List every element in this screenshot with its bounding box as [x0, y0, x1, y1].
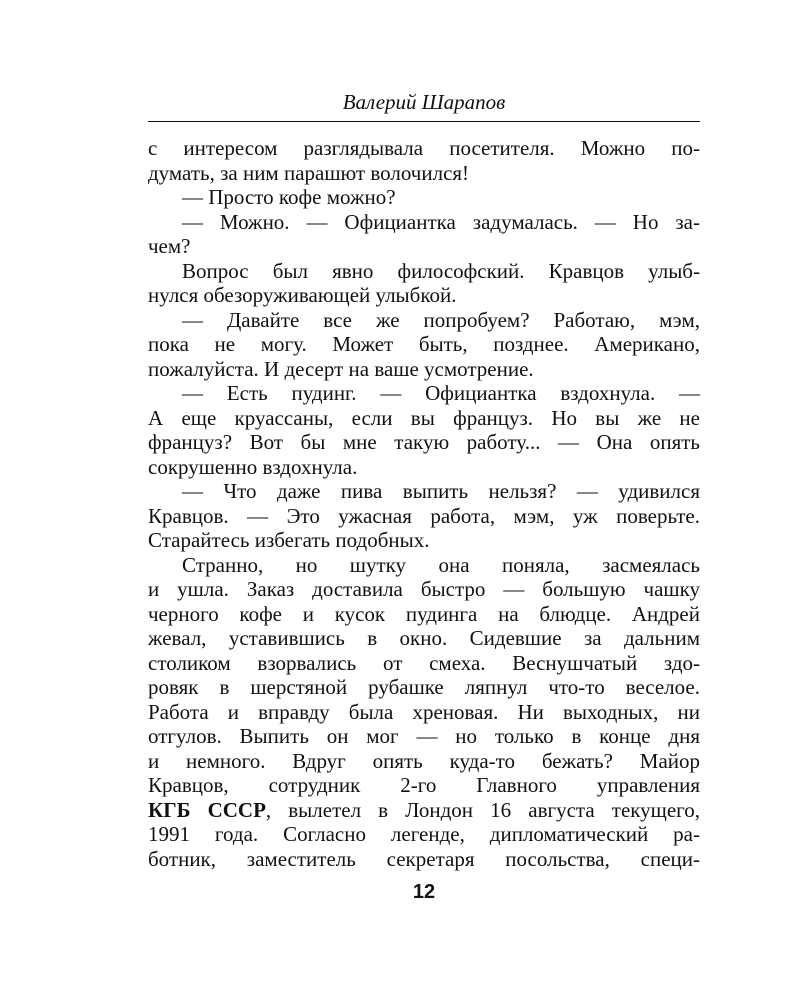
text-line: Старайтесь избегать подобных. [148, 528, 430, 552]
text-fragment: , вылетел в Лондон 16 августа текущего, [265, 797, 701, 822]
text-line: француз? Вот бы мне такую работу... — Она опять [148, 430, 700, 454]
text-line: пожалуйста. И десерт на ваше усмотрение. [148, 356, 534, 381]
body-text [148, 136, 700, 871]
text-line: отгулов. Выпить он мог — но только в конце дня [148, 724, 700, 748]
text-line: — Можно. — Официантка задумалась. — Но за- [182, 209, 700, 234]
text-line: Кравцов. — Это ужасная работа, мэм, уж поверьте. [148, 503, 700, 528]
header-rule [148, 121, 700, 122]
text-line: и ушла. Заказ доставила быстро — большую чашку [148, 577, 700, 601]
kgb-abbreviation: КГБ СССР [148, 797, 266, 822]
text-line: столиком взорвались от смеха. Веснушчатый здо- [148, 650, 700, 675]
text-line: — Давайте все же попробуем? Работаю, мэм, [182, 307, 700, 332]
text-line: Вопрос был явно философский. Кравцов улыб- [182, 258, 700, 283]
text-line: — Есть пудинг. — Официантка вздохнула. — [182, 381, 700, 405]
text-line: чем? [148, 234, 191, 258]
text-line: думать, за ним парашют волочился! [148, 160, 470, 185]
text-line: и немного. Вдруг опять куда-то бежать? Майор [148, 748, 700, 773]
text-line: Кравцов, сотрудник 2-го Главного управления [148, 773, 700, 797]
text-line: А еще круассаны, если вы француз. Но вы же не [148, 405, 700, 430]
text-line: Работа и вправду была хреновая. Ни выходных, ни [148, 699, 700, 724]
text-line-kgb [148, 798, 700, 823]
text-line: — Просто кофе можно? [182, 185, 396, 209]
text-line: ровяк в шерстяной рубашке ляпнул что-то веселое. [148, 675, 700, 699]
text-line: с интересом разглядывала посетителя. Можно по- [148, 136, 700, 160]
text-line: черного кофе и кусок пудинга на блюдце. Андрей [148, 601, 700, 626]
page-number: 12 [412, 881, 436, 903]
text-line: Странно, но шутку она поняла, засмеялась [182, 552, 700, 577]
running-header-author: Валерий Шарапов [342, 90, 506, 114]
text-line: — Что даже пива выпить нельзя? — удивился [182, 479, 700, 503]
text-line: нулся обезоруживающей улыбкой. [148, 283, 457, 307]
text-line: жевал, уставившись в окно. Сидевшие за дальним [148, 626, 700, 650]
text-line: ботник, заместитель секретаря посольства, специ- [148, 846, 700, 871]
text-line: пока не могу. Может быть, позднее. Американо, [148, 332, 700, 356]
text-line: 1991 года. Согласно легенде, дипломатический ра- [148, 822, 700, 846]
text-line: сокрушенно вздохнула. [148, 454, 358, 479]
